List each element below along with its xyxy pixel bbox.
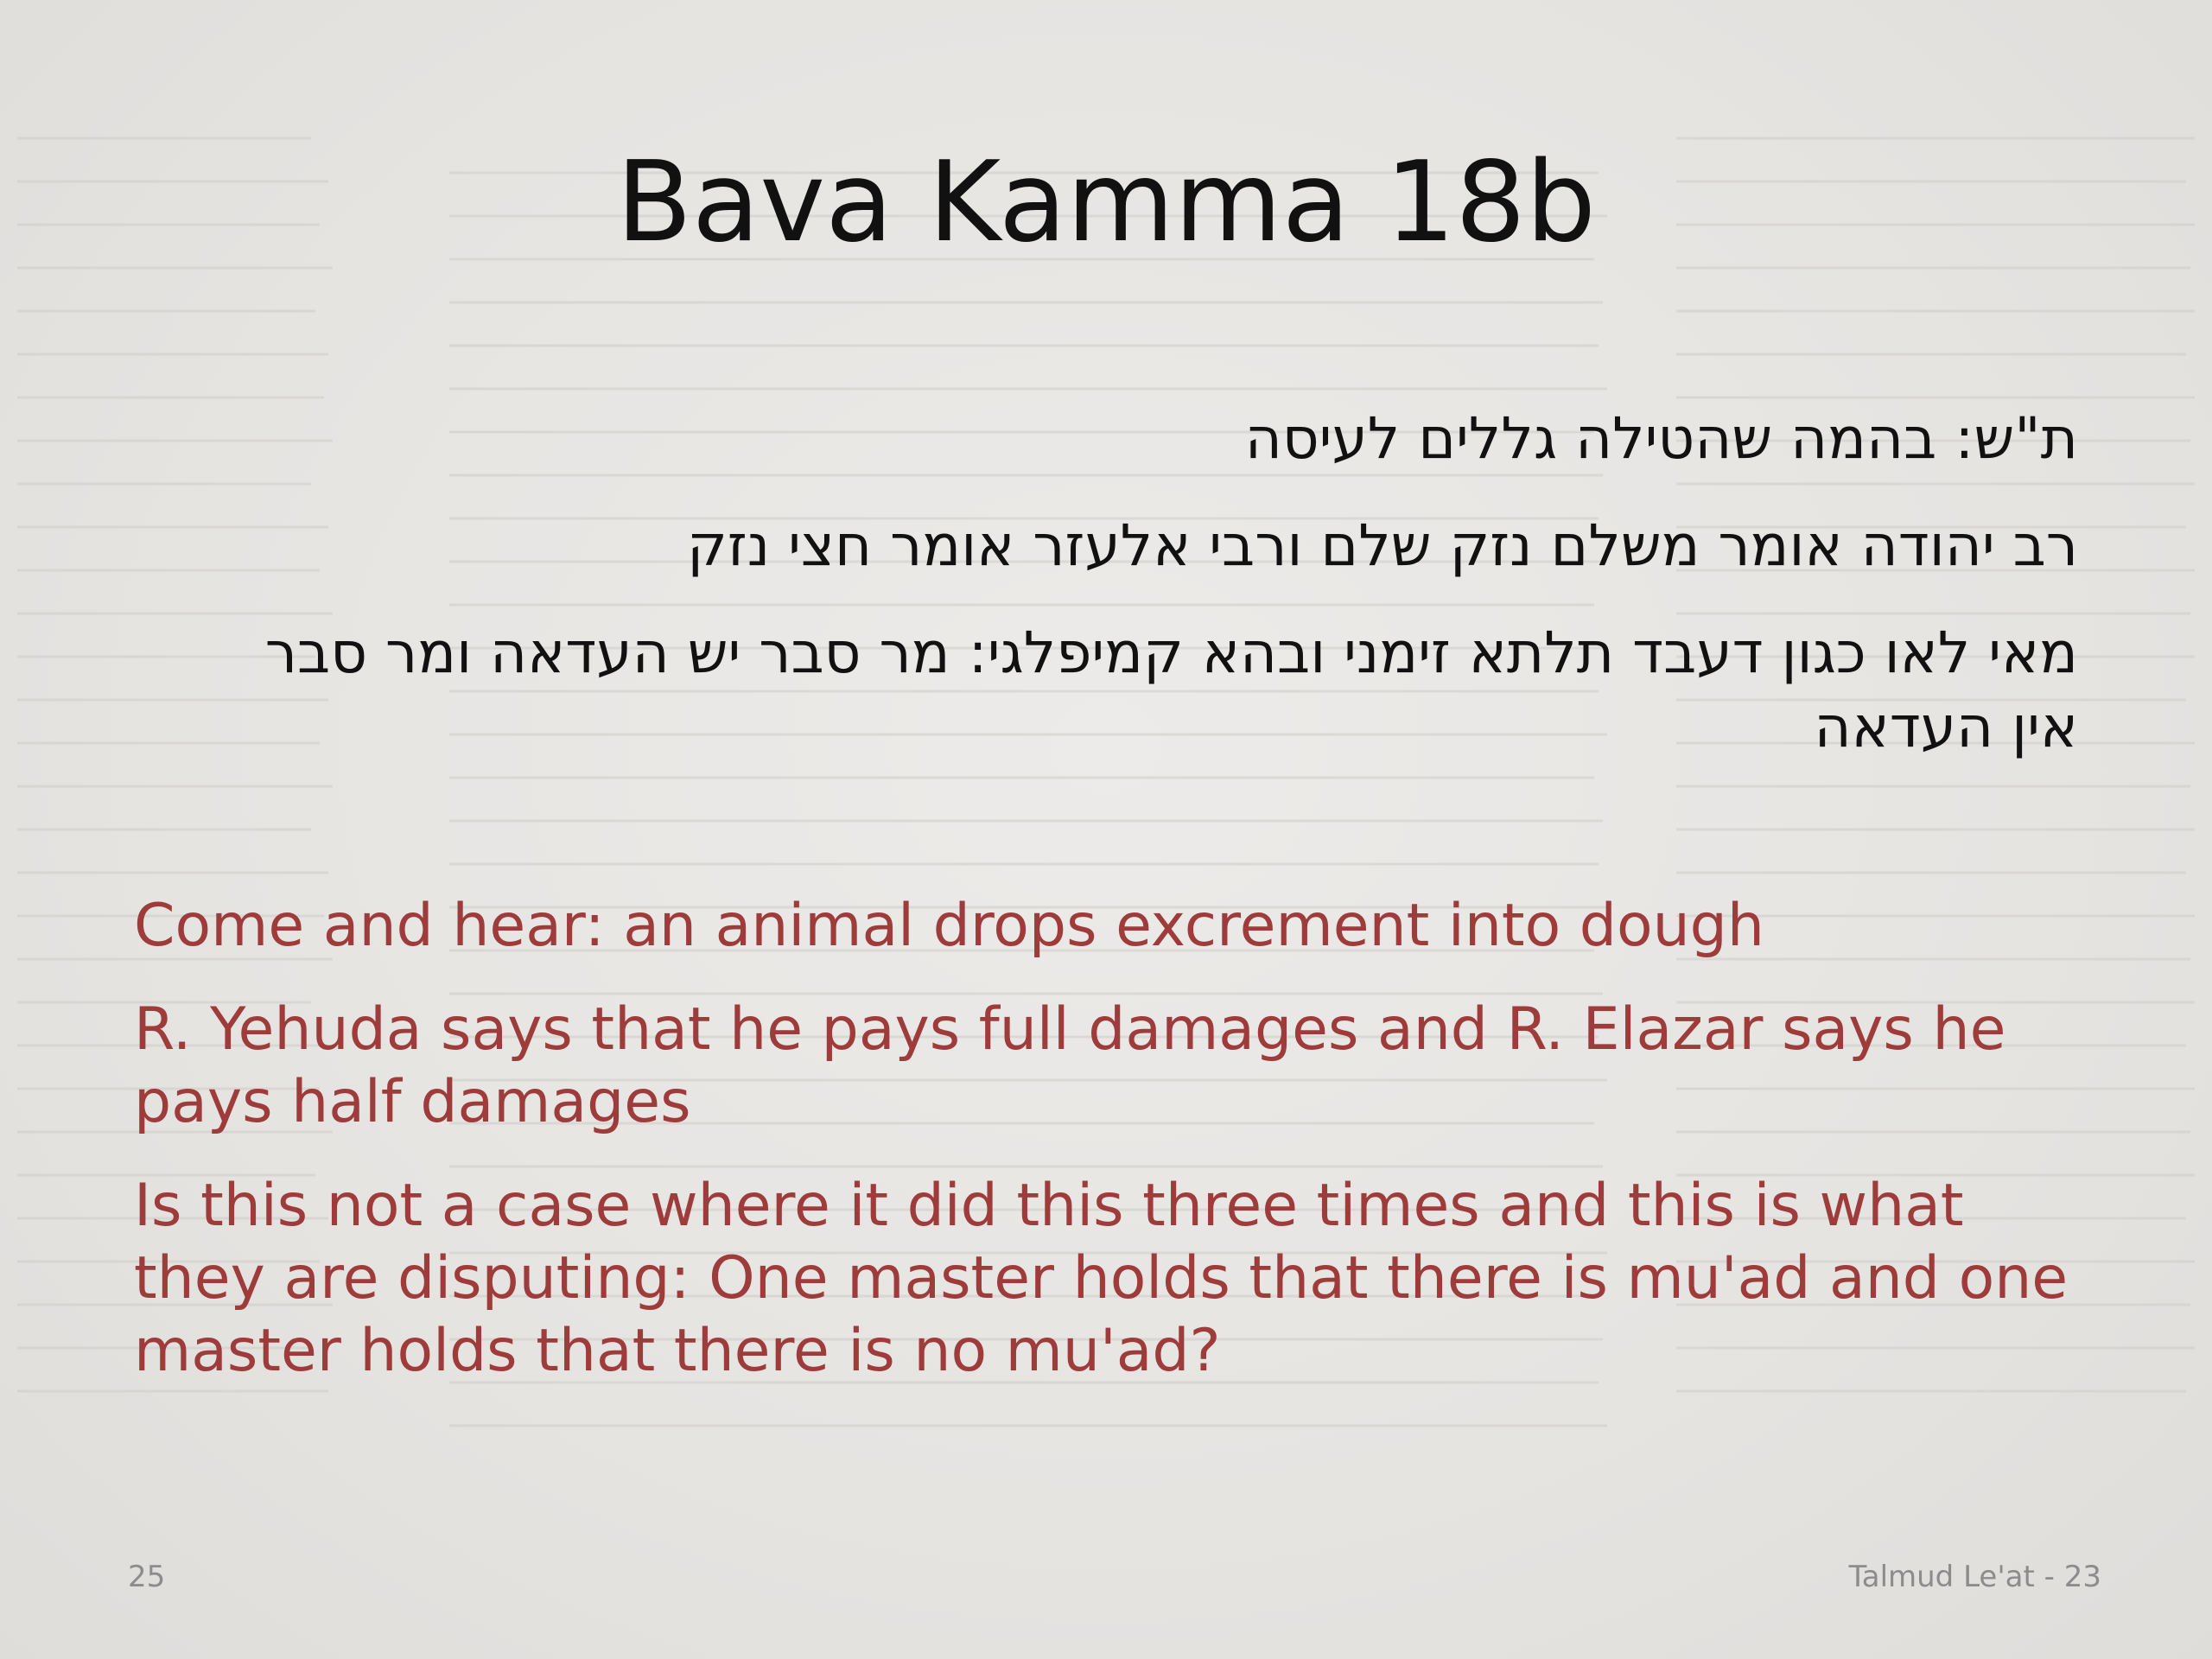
- english-line: Come and hear: an animal drops excrement into dough: [134, 892, 1764, 960]
- slide-title: Bava Kamma 18b: [616, 138, 1596, 267]
- hebrew-line: ת"ש: בהמה שהטילה גללים לעיסה: [1244, 405, 2078, 472]
- hebrew-line: רב יהודה אומר משלם נזק שלם ורבי אלעזר אומר חצי נזק: [687, 512, 2078, 579]
- slide-number: 25: [128, 1560, 166, 1594]
- slide-footer: Talmud Le'at - 23: [1848, 1560, 2101, 1594]
- english-line: R. Yehuda says that he pays full damages and R. Elazar says he pays half damages: [134, 995, 2006, 1136]
- hebrew-text-block: [207, 402, 2078, 798]
- hebrew-line: מאי לאו כגון דעבד תלתא זימני ובהא קמיפלגי: מר סבר יש העדאה ומר סבר אין העדאה: [264, 620, 2078, 760]
- english-translation-block: [134, 890, 2087, 1419]
- english-line: Is this not a case where it did this three times and this is what they are disputing: One master holds that there is mu'ad and one master holds that there is no mu'ad?: [134, 1172, 2069, 1385]
